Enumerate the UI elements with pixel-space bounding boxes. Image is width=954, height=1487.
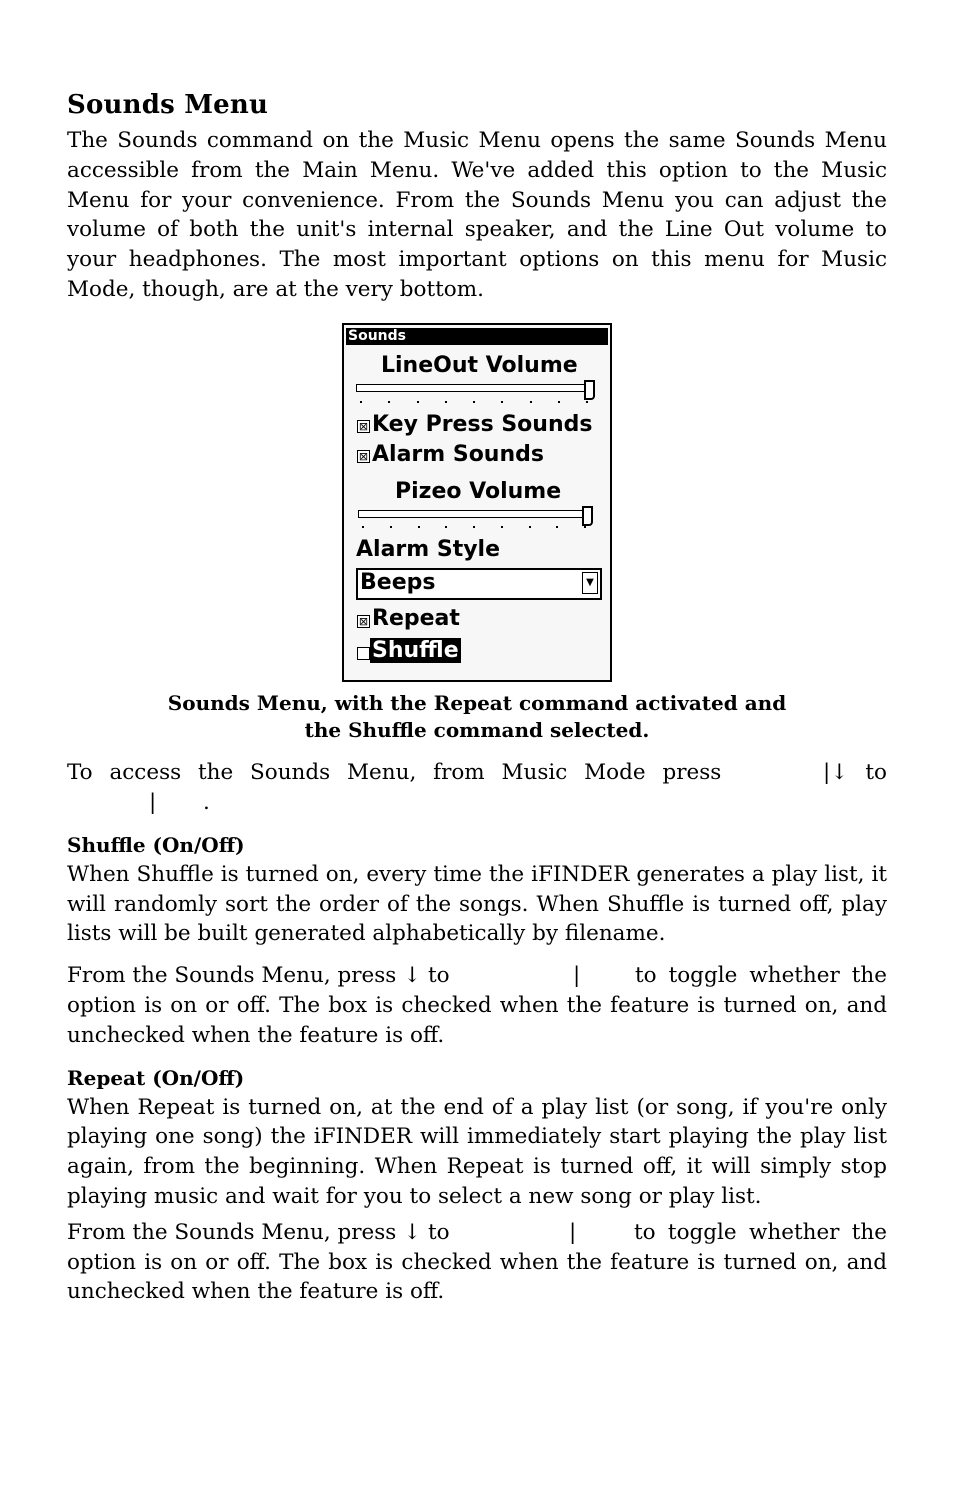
lineout-ticks: [360, 401, 588, 403]
repeat-instr-separator: |: [569, 1219, 577, 1245]
shuffle-label-selected: Shuffle: [372, 637, 459, 663]
pizeo-volume-label: Pizeo Volume: [395, 478, 562, 504]
shuffle-instructions: [67, 961, 887, 1050]
pizeo-volume-thumb[interactable]: [582, 506, 593, 526]
repeat-checkbox[interactable]: ⊠: [358, 614, 369, 628]
key-press-sounds-label: Key Press Sounds: [372, 411, 593, 437]
intro-paragraph: The Sounds command on the Music Menu opens the same Sounds Menu accessible from the Main Menu. We've added this option to the Music Menu for your convenience. From the Sounds Menu you can adjust the volume of both the unit's internal speaker, and the Line Out volume to your headphones. The most important options on this menu for Music Mode, though, are at the very bottom.: [67, 128, 887, 302]
chevron-down-icon[interactable]: ▼: [582, 572, 598, 594]
lineout-volume-slider[interactable]: [356, 384, 594, 392]
key-press-checkbox[interactable]: ⊠: [358, 419, 369, 433]
pizeo-ticks: [362, 526, 586, 528]
repeat-paragraph: When Repeat is turned on, at the end of a play list (or song, if you're only playing one song) the iFINDER will immediately start playing the play list again, from the beginning. When Repeat is turned off, it will simply stop playing music and wait for you to select a new song or play list.: [67, 1094, 887, 1209]
access-text: To access the Sounds Menu, from Music Mode press: [67, 759, 722, 785]
access-period: .: [203, 789, 210, 815]
shuffle-checkbox[interactable]: [357, 647, 370, 660]
alarm-sounds-checkbox[interactable]: ⊠: [358, 449, 369, 463]
lineout-volume-label: LineOut Volume: [381, 352, 578, 378]
screen-title: Sounds: [346, 328, 608, 345]
repeat-instructions: [67, 1218, 887, 1307]
shuffle-instr-start: From the Sounds Menu, press ↓ to: [67, 963, 450, 989]
alarm-style-label: Alarm Style: [356, 536, 501, 562]
pizeo-volume-slider[interactable]: [358, 510, 592, 518]
access-paragraph: [67, 758, 887, 818]
lineout-volume-thumb[interactable]: [584, 380, 595, 400]
shuffle-paragraph: When Shuffle is turned on, every time the iFINDER generates a play list, it will randomly sort the order of the songs. When Shuffle is turned off, play lists will be built generated alphabetically by filename.: [67, 861, 887, 947]
repeat-instr-rest: to toggle whether the option is on or off. The box is checked when the feature is turned on, and unchecked when the feature is off.: [67, 1219, 887, 1305]
repeat-instr-start: From the Sounds Menu, press ↓ to: [67, 1219, 450, 1245]
repeat-label: Repeat: [372, 605, 460, 631]
page-content: [67, 88, 887, 1319]
shuffle-heading: Shuffle (On/Off): [67, 832, 245, 857]
shuffle-label: [370, 638, 461, 663]
shuffle-instr-separator: |: [573, 963, 581, 989]
sounds-menu-screenshot: [342, 323, 612, 682]
access-to: to: [865, 759, 887, 785]
alarm-style-dropdown[interactable]: [356, 568, 602, 600]
page-title: Sounds Menu: [67, 90, 269, 120]
access-separator: |: [149, 789, 157, 815]
figure-caption: [67, 690, 887, 744]
alarm-sounds-label: Alarm Sounds: [372, 441, 544, 467]
repeat-heading: Repeat (On/Off): [67, 1065, 245, 1090]
shuffle-instr-rest: to toggle whether the option is on or off. The box is checked when the feature is turned on, and unchecked when the feature is off.: [67, 963, 887, 1048]
caption-line-1: Sounds Menu, with the Repeat command activated and: [167, 690, 787, 715]
access-separator-arrow: |↓: [823, 759, 849, 785]
alarm-style-value: Beeps: [360, 569, 436, 595]
caption-line-2: the Shuffle command selected.: [304, 717, 650, 742]
